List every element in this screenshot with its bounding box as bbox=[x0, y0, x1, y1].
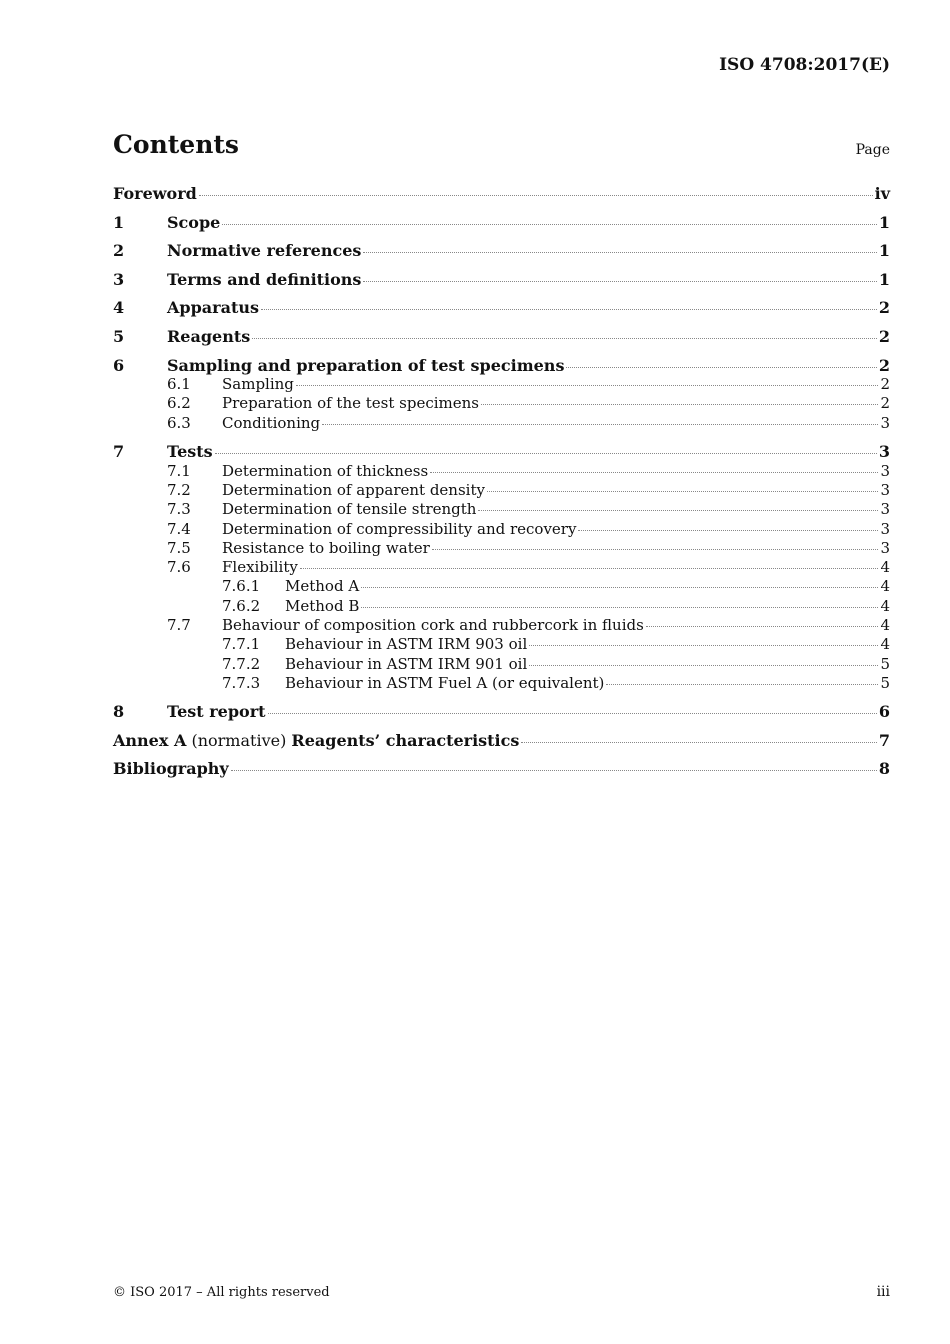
document-id: ISO 4708:2017(E) bbox=[719, 55, 890, 75]
toc-entry-number: 7.1 bbox=[167, 461, 191, 480]
toc-entry-page: 3 bbox=[880, 461, 890, 480]
toc-entry-title-text: Scope bbox=[167, 212, 221, 232]
toc-entry-title bbox=[113, 731, 519, 750]
toc-entry[interactable] bbox=[113, 414, 890, 433]
toc-entry[interactable] bbox=[113, 184, 890, 213]
toc-entry-page: 1 bbox=[878, 269, 890, 289]
toc-entry[interactable] bbox=[113, 702, 890, 731]
annex-title: Reagents’ characteristics bbox=[291, 730, 520, 750]
toc-entry-page: 3 bbox=[880, 500, 890, 519]
toc-entry[interactable] bbox=[113, 462, 890, 481]
toc-entry-title bbox=[222, 462, 428, 480]
toc-entry-title-text: Bibliography bbox=[113, 759, 229, 779]
dot-leader bbox=[363, 252, 876, 253]
toc-entry-title-text: Conditioning bbox=[222, 413, 321, 432]
toc-entry-title bbox=[167, 356, 564, 375]
toc-entry-title-text: Method A bbox=[285, 577, 360, 596]
toc-entry-title bbox=[167, 270, 361, 289]
toc-entry-page: 5 bbox=[880, 673, 890, 692]
toc-entry-title-text: Determination of tensile strength bbox=[222, 500, 477, 519]
toc-entry-title-text: Foreword bbox=[113, 184, 197, 203]
dot-leader bbox=[361, 607, 878, 608]
toc-entry-title bbox=[167, 298, 259, 317]
toc-entry-number: 6.3 bbox=[167, 413, 191, 432]
toc-entry-title bbox=[285, 674, 604, 692]
dot-leader bbox=[432, 549, 879, 550]
toc-entry-title bbox=[113, 184, 197, 203]
toc-entry-number: 7.5 bbox=[167, 538, 191, 557]
toc-entry-number: 8 bbox=[113, 702, 125, 722]
toc-entry-page: 3 bbox=[878, 442, 890, 462]
toc-entry-page: 4 bbox=[880, 577, 890, 596]
toc-entry-title-text: Determination of thickness bbox=[222, 461, 429, 480]
dot-leader bbox=[529, 665, 878, 666]
toc-entry-title-text: Annex A bbox=[113, 730, 187, 750]
toc-entry-title bbox=[222, 500, 476, 518]
toc-entry-page: 1 bbox=[878, 212, 890, 232]
toc-entry-number: 6 bbox=[113, 355, 125, 375]
toc-entry-page: 2 bbox=[880, 375, 890, 394]
toc-entry[interactable] bbox=[113, 241, 890, 270]
toc-entry-title-text: Sampling bbox=[222, 375, 294, 394]
toc-entry[interactable] bbox=[113, 539, 890, 558]
toc-entry-title bbox=[167, 327, 250, 346]
toc-entry-number: 7.7.2 bbox=[222, 654, 261, 673]
dot-leader bbox=[481, 404, 878, 405]
dot-leader bbox=[578, 530, 878, 531]
toc-entry[interactable] bbox=[113, 655, 890, 674]
toc-entry-title bbox=[285, 655, 527, 673]
table-of-contents bbox=[113, 184, 890, 788]
toc-entry[interactable] bbox=[113, 298, 890, 327]
dot-leader bbox=[268, 713, 877, 714]
toc-entry-title-text: Terms and definitions bbox=[167, 269, 362, 289]
toc-entry-title bbox=[285, 577, 359, 595]
toc-entry-page: 1 bbox=[878, 241, 890, 261]
contents-title: Contents bbox=[113, 130, 240, 159]
toc-entry-title bbox=[222, 616, 644, 634]
toc-entry-page: 2 bbox=[878, 326, 890, 346]
toc-entry-number: 3 bbox=[113, 269, 125, 289]
toc-entry[interactable] bbox=[113, 674, 890, 693]
toc-entry-title bbox=[167, 702, 266, 721]
dot-leader bbox=[529, 645, 878, 646]
toc-entry[interactable] bbox=[113, 577, 890, 596]
toc-entry-number: 7.6.1 bbox=[222, 577, 261, 596]
toc-entry-title bbox=[167, 241, 361, 260]
toc-entry-title bbox=[167, 442, 213, 461]
toc-entry-title-text: Normative references bbox=[167, 241, 362, 261]
toc-entry-title bbox=[222, 520, 576, 538]
dot-leader bbox=[521, 742, 876, 743]
toc-entry-page: 6 bbox=[878, 702, 890, 722]
dot-leader bbox=[430, 472, 878, 473]
toc-entry-title-text: Resistance to boiling water bbox=[222, 538, 430, 557]
toc-entry[interactable] bbox=[113, 597, 890, 616]
toc-entry[interactable] bbox=[113, 558, 890, 577]
toc-entry-title bbox=[167, 213, 220, 232]
toc-entry[interactable] bbox=[113, 213, 890, 242]
toc-entry[interactable] bbox=[113, 270, 890, 299]
toc-entry-number: 7.6.2 bbox=[222, 596, 261, 615]
toc-entry-title-text: Determination of apparent density bbox=[222, 480, 485, 499]
toc-entry[interactable] bbox=[113, 481, 890, 500]
toc-entry-title-text: Test report bbox=[167, 702, 266, 722]
toc-entry-page: 2 bbox=[878, 298, 890, 318]
dot-leader bbox=[487, 491, 878, 492]
toc-entry-title bbox=[222, 394, 479, 412]
toc-entry-number: 7.2 bbox=[167, 480, 191, 499]
toc-entry-page: iv bbox=[874, 184, 890, 203]
toc-entry-page: 4 bbox=[880, 596, 890, 615]
toc-entry-number: 4 bbox=[113, 298, 125, 318]
toc-entry-page: 3 bbox=[880, 519, 890, 538]
toc-entry-title bbox=[222, 558, 298, 576]
toc-entry-page: 4 bbox=[880, 558, 890, 577]
toc-entry-number: 7 bbox=[113, 442, 125, 462]
dot-leader bbox=[296, 385, 879, 386]
toc-entry[interactable] bbox=[113, 375, 890, 394]
toc-entry-number: 6.2 bbox=[167, 394, 191, 413]
toc-entry-title bbox=[222, 414, 320, 432]
dot-leader bbox=[300, 568, 879, 569]
toc-entry-page: 3 bbox=[880, 538, 890, 557]
toc-entry-title bbox=[222, 375, 294, 393]
dot-leader bbox=[322, 424, 878, 425]
dot-leader bbox=[646, 626, 879, 627]
toc-entry-page: 7 bbox=[878, 730, 890, 750]
toc-entry-page: 5 bbox=[880, 654, 890, 673]
toc-entry-page: 8 bbox=[878, 759, 890, 779]
dot-leader bbox=[606, 684, 878, 685]
toc-entry-title-text: Sampling and preparation of test specimens bbox=[167, 355, 565, 375]
dot-leader bbox=[363, 281, 876, 282]
toc-entry-title-text: Tests bbox=[167, 442, 213, 462]
toc-entry-title bbox=[285, 635, 527, 653]
toc-entry-page: 3 bbox=[880, 480, 890, 499]
toc-entry[interactable] bbox=[113, 500, 890, 519]
toc-entry-title bbox=[222, 481, 485, 499]
toc-entry[interactable] bbox=[113, 635, 890, 654]
dot-leader bbox=[261, 309, 877, 310]
toc-entry-title-text: Preparation of the test specimens bbox=[222, 394, 479, 413]
annex-type: (normative) bbox=[186, 730, 292, 750]
toc-entry[interactable] bbox=[113, 616, 890, 635]
toc-entry-page: 2 bbox=[880, 394, 890, 413]
toc-entry[interactable] bbox=[113, 394, 890, 413]
toc-entry-title-text: Determination of compressibility and recovery bbox=[222, 519, 577, 538]
page-number: iii bbox=[876, 1284, 890, 1300]
toc-entry-page: 3 bbox=[880, 413, 890, 432]
toc-entry-number: 7.7.1 bbox=[222, 635, 261, 654]
toc-entry-page: 4 bbox=[880, 635, 890, 654]
toc-entry-title-text: Behaviour in ASTM IRM 901 oil bbox=[285, 654, 528, 673]
toc-entry-number: 7.7 bbox=[167, 616, 191, 635]
toc-entry-number: 1 bbox=[113, 212, 125, 232]
toc-entry-number: 7.6 bbox=[167, 558, 191, 577]
toc-entry-number: 7.7.3 bbox=[222, 673, 261, 692]
toc-entry-title bbox=[113, 759, 229, 778]
toc-entry-title bbox=[222, 539, 430, 557]
dot-leader bbox=[566, 367, 876, 368]
dot-leader bbox=[252, 338, 877, 339]
toc-entry[interactable] bbox=[113, 759, 890, 788]
toc-entry-title-text: Reagents bbox=[167, 326, 251, 346]
toc-entry-page: 2 bbox=[878, 355, 890, 375]
toc-entry-title-text: Flexibility bbox=[222, 558, 298, 577]
dot-leader bbox=[215, 453, 877, 454]
toc-entry-number: 7.3 bbox=[167, 500, 191, 519]
toc-entry-number: 6.1 bbox=[167, 375, 191, 394]
copyright-footer: © ISO 2017 – All rights reserved bbox=[113, 1285, 330, 1300]
toc-entry[interactable] bbox=[113, 520, 890, 539]
toc-entry[interactable] bbox=[113, 731, 890, 760]
toc-entry-title-text: Behaviour of composition cork and rubbercork in fluids bbox=[222, 616, 644, 635]
dot-leader bbox=[478, 510, 878, 511]
dot-leader bbox=[231, 770, 877, 771]
page-column-label: Page bbox=[855, 142, 890, 158]
toc-entry-page: 4 bbox=[880, 616, 890, 635]
toc-entry-number: 2 bbox=[113, 241, 125, 261]
toc-entry-title-text: Behaviour in ASTM Fuel A (or equivalent) bbox=[285, 673, 605, 692]
toc-entry-title-text: Method B bbox=[285, 596, 360, 615]
toc-entry-title-text: Apparatus bbox=[167, 298, 259, 318]
dot-leader bbox=[222, 224, 877, 225]
dot-leader bbox=[361, 587, 878, 588]
toc-entry-number: 5 bbox=[113, 326, 125, 346]
dot-leader bbox=[199, 195, 873, 196]
toc-entry-title-text: Behaviour in ASTM IRM 903 oil bbox=[285, 635, 528, 654]
toc-entry-number: 7.4 bbox=[167, 519, 191, 538]
toc-entry-title bbox=[285, 597, 359, 615]
toc-entry[interactable] bbox=[113, 327, 890, 356]
